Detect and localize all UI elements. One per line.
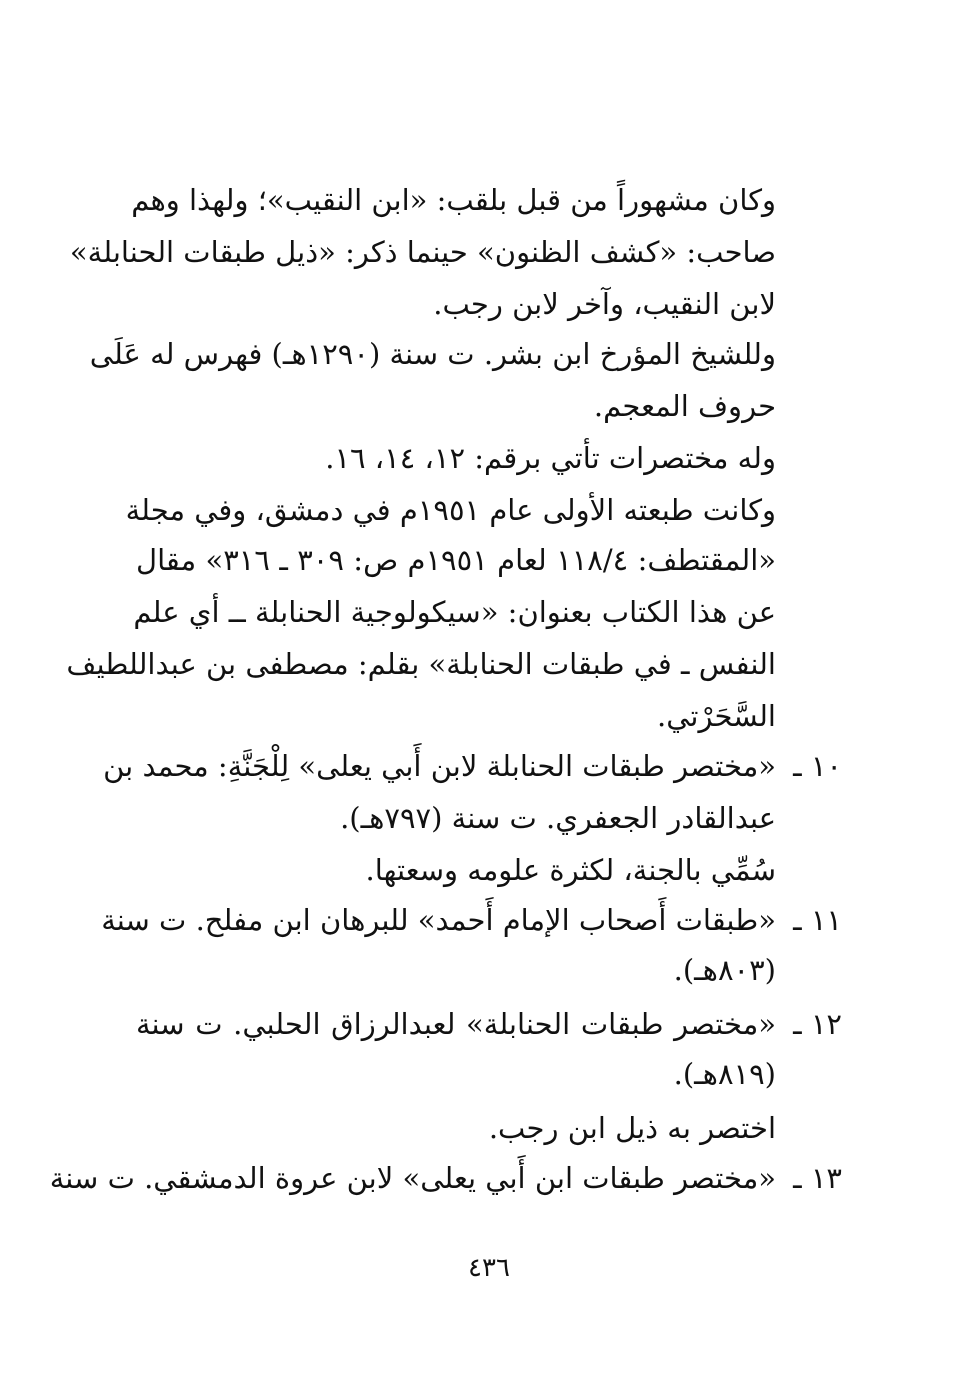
text-line: السَّحَرْتي. (657, 699, 776, 733)
entry-number: ١١ ـ (793, 903, 842, 937)
text-line: «مختصر طبقات الحنابلة لابن أَبي يعلى» لِلْجَنَّةِ: محمد بن (103, 749, 776, 783)
text-line: لابن النقيب، وآخر لابن رجب. (433, 287, 776, 321)
text-line: وللشيخ المؤرخ ابن بشر. ت سنة (١٢٩٠هـ) فهرس له عَلَى (89, 337, 776, 371)
entry-number: ١٠ ـ (793, 749, 842, 783)
text-line: «مختصر طبقات الحنابلة» لعبدالرزاق الحلبي. ت سنة (136, 1007, 776, 1041)
text-line: (٨١٩هـ). (673, 1057, 776, 1091)
text-line: (٨٠٣هـ). (673, 953, 776, 987)
text-line: «طبقات أَصحاب الإمام أَحمد» للبرهان ابن مفلح. ت سنة (101, 903, 776, 937)
text-line: حروف المعجم. (593, 389, 776, 423)
text-line: وكان مشهوراً من قبل بلقب: «ابن النقيب»؛ ولهذا وهم (131, 183, 776, 217)
text-line: وله مختصرات تأتي برقم: ١٢، ١٤، ١٦. (325, 441, 776, 475)
entry-number: ١٢ ـ (793, 1007, 842, 1041)
text-line: النفس ـ في طبقات الحنابلة» بقلم: مصطفى بن عبداللطيف (66, 647, 776, 681)
text-line: عن هذا الكتاب بعنوان: «سيكولوجية الحنابلة ــ أي علم (133, 595, 776, 629)
text-line: صاحب: «كشف الظنون» حينما ذكر: «ذيل طبقات الحنابلة» (69, 235, 776, 269)
text-line: عبدالقادر الجعفري. ت سنة (٧٩٧هـ). (340, 801, 776, 835)
text-line: وكانت طبعته الأولى عام ١٩٥١م في دمشق، وفي مجلة (125, 493, 776, 527)
text-line: سُمِّي بالجنة، لكثرة علومه وسعتها. (365, 853, 776, 887)
text-line: «المقتطف: ١١٨/٤ لعام ١٩٥١م ص: ٣٠٩ ـ ٣١٦» مقال (136, 543, 776, 577)
entry-number: ١٣ ـ (793, 1161, 842, 1195)
text-line: «مختصر طبقات ابن أَبي يعلى» لابن عروة الدمشقي. ت سنة (49, 1161, 776, 1195)
page-number: ٤٣٦ (468, 1253, 510, 1283)
text-line: اختصر به ذيل ابن رجب. (488, 1111, 776, 1145)
